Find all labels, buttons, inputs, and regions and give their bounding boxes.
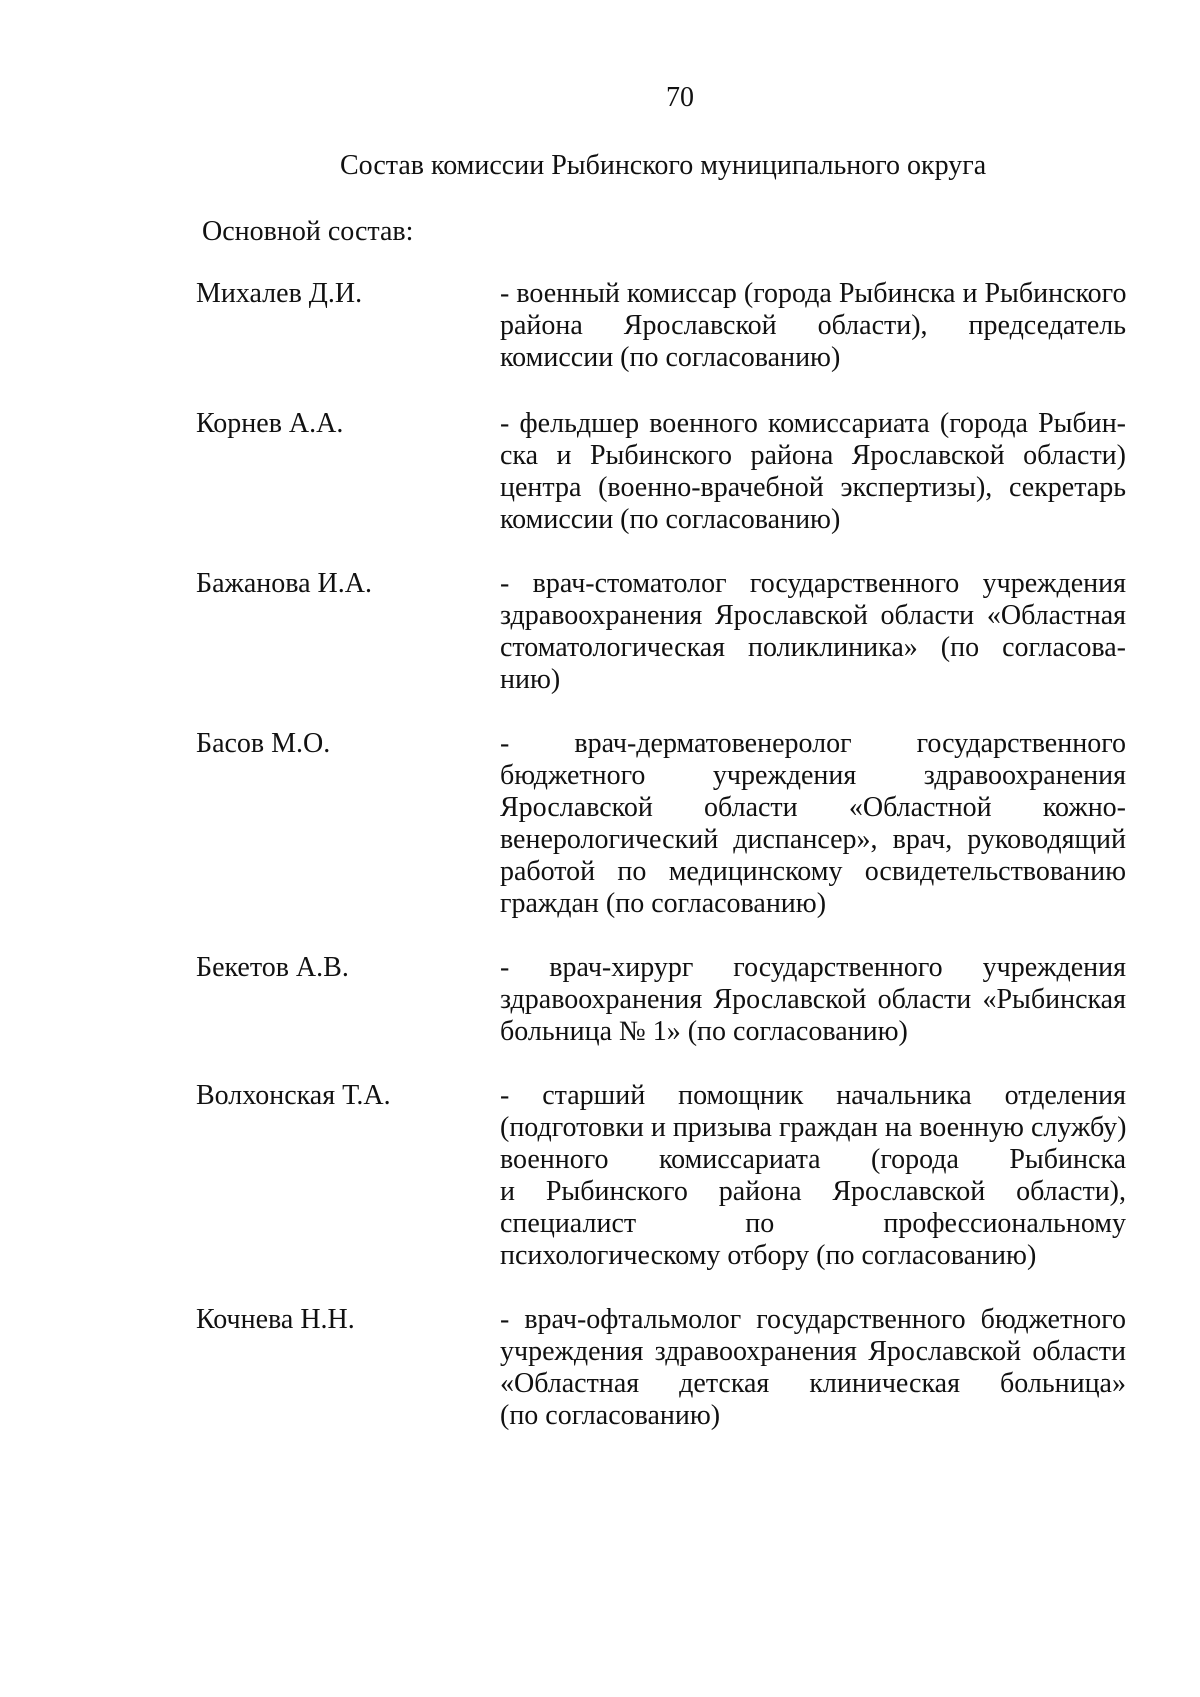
role-line: комиссии (по согласованию) — [500, 342, 841, 373]
role-line: комиссии (по согласованию) — [500, 504, 841, 535]
role-line: центра (военно-врачебной экспертизы), секретарь — [500, 472, 1126, 503]
role-line: здравоохранения Ярославской области «Рыбинская — [500, 984, 1126, 1015]
role-line: - врач-хирург государственного учреждения — [500, 952, 1126, 983]
role-line: работой по медицинскому освидетельствованию — [500, 856, 1126, 887]
role-line: венерологический диспансер», врач, руководящий — [500, 824, 1126, 855]
member-role — [500, 952, 1126, 1048]
role-line: граждан (по согласованию) — [500, 888, 827, 919]
role-line: здравоохранения Ярославской области «Областная — [500, 600, 1126, 631]
member-name: Кочнева Н.Н. — [196, 1304, 355, 1335]
member-name: Михалев Д.И. — [196, 278, 363, 309]
member-role — [500, 728, 1126, 920]
role-line: учреждения здравоохранения Ярославской области — [500, 1336, 1126, 1367]
document-title: Состав комиссии Рыбинского муниципального округа — [340, 150, 987, 181]
role-line: психологическому отбору (по согласованию) — [500, 1240, 1037, 1271]
role-line: и Рыбинского района Ярославской области), — [500, 1176, 1126, 1207]
role-line: «Областная детская клиническая больница» — [500, 1368, 1126, 1399]
role-line: - старший помощник начальника отделения — [500, 1080, 1126, 1111]
role-line: - врач-стоматолог государственного учреждения — [500, 568, 1126, 599]
member-name: Бекетов А.В. — [196, 952, 349, 983]
role-line: военного комиссариата (города Рыбинска — [500, 1144, 1126, 1175]
member-role — [500, 408, 1126, 536]
member-name: Басов М.О. — [196, 728, 331, 759]
role-line: района Ярославской области), председатель — [500, 310, 1126, 341]
role-line: больница № 1» (по согласованию) — [500, 1016, 908, 1047]
member-role — [500, 1304, 1126, 1432]
member-name: Волхонская Т.А. — [196, 1080, 391, 1111]
role-line: нию) — [500, 664, 561, 695]
role-line: специалист по профессиональному — [500, 1208, 1126, 1239]
role-line: - фельдшер военного комиссариата (города Рыбин- — [500, 408, 1126, 439]
role-line: бюджетного учреждения здравоохранения — [500, 760, 1126, 791]
role-line: стоматологическая поликлиника» (по согласова- — [500, 632, 1126, 663]
page-number: 70 — [666, 82, 694, 113]
role-line: (по согласованию) — [500, 1400, 721, 1431]
member-name: Бажанова И.А. — [196, 568, 372, 599]
role-line: - врач-офтальмолог государственного бюджетного — [500, 1304, 1126, 1335]
member-role — [500, 568, 1126, 696]
role-line: (подготовки и призыва граждан на военную службу) — [500, 1112, 1126, 1143]
role-line: - военный комиссар (города Рыбинска и Рыбинского — [500, 278, 1126, 309]
member-role — [500, 1080, 1126, 1272]
role-line: ска и Рыбинского района Ярославской области) — [500, 440, 1126, 471]
role-line: - врач-дерматовенеролог государственного — [500, 728, 1126, 759]
section-label: Основной состав: — [202, 216, 414, 247]
member-role — [500, 278, 1126, 374]
member-name: Корнев А.А. — [196, 408, 344, 439]
role-line: Ярославской области «Областной кожно- — [500, 792, 1126, 823]
